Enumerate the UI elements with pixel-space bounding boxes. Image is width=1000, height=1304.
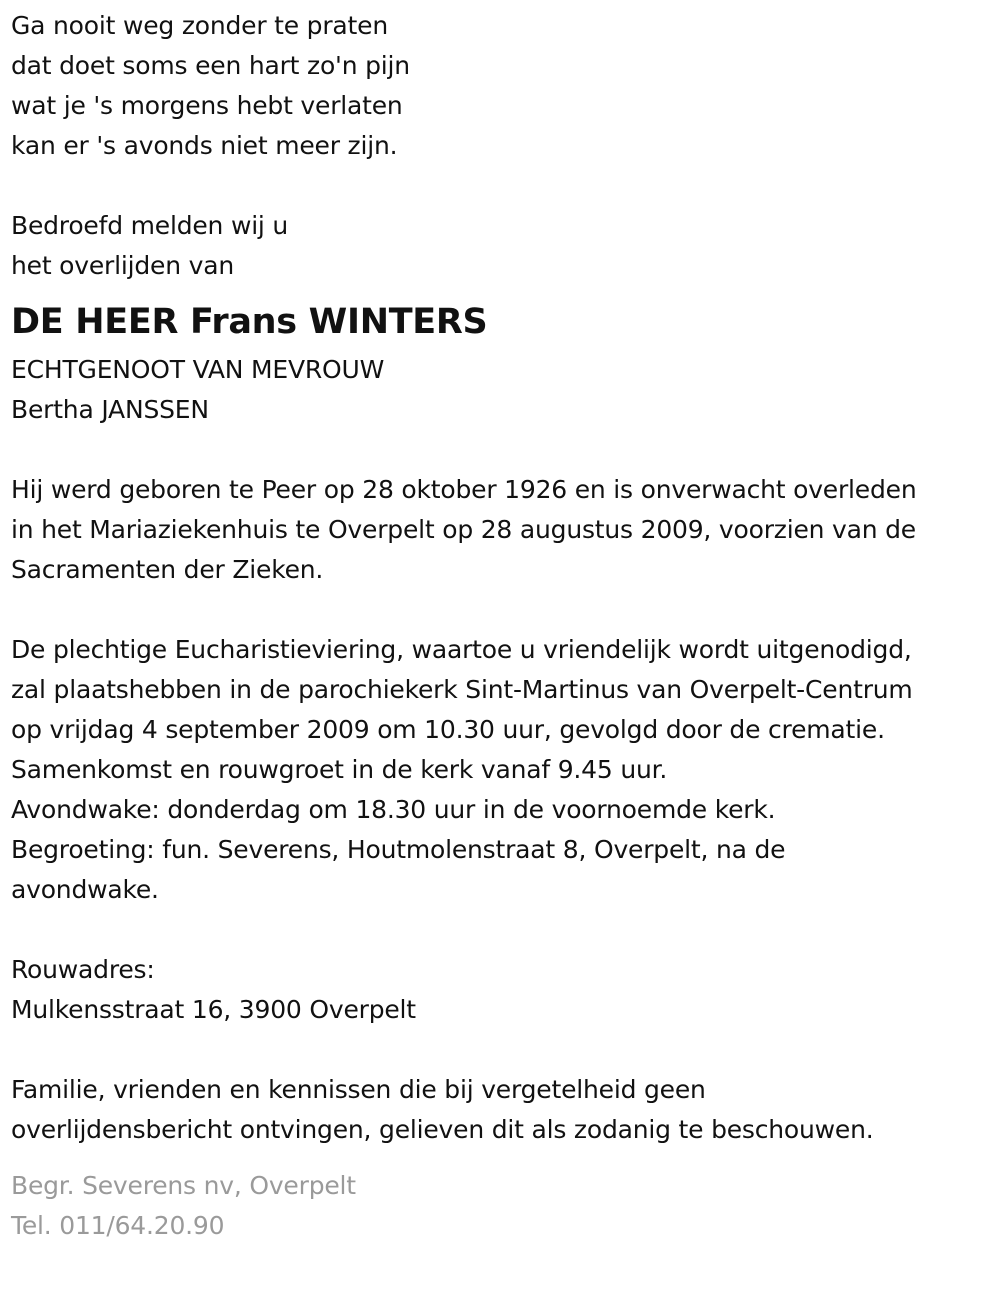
poem-line: dat doet soms een hart zo'n pijn [11,51,410,80]
paragraph-line: overlijdensbericht ontvingen, gelieven dit als zodanig te beschouwen. [11,1115,874,1144]
spacer [11,1030,996,1070]
paragraph-line: Samenkomst en rouwgroet in de kerk vanaf 9.45 uur. [11,755,668,784]
paragraph-line: in het Mariaziekenhuis te Overpelt op 28 augustus 2009, voorzien van de [11,515,916,544]
spacer [11,910,996,950]
paragraph-line: zal plaatshebben in de parochiekerk Sint-Martinus van Overpelt-Centrum [11,675,913,704]
spacer [11,430,996,470]
address-value: Mulkensstraat 16, 3900 Overpelt [11,995,416,1024]
deceased-name: DE HEER Frans WINTERS [11,302,488,342]
poem-line: wat je 's morgens hebt verlaten [11,91,403,120]
intro-text [11,206,996,286]
spacer [11,166,996,206]
funeral-home-phone: Tel. 011/64.20.90 [11,1211,225,1240]
intro-line: Bedroefd melden wij u [11,211,289,240]
paragraph-line: De plechtige Eucharistieviering, waartoe u vriendelijk wordt uitgenodigd, [11,635,912,664]
birth-death-paragraph [11,470,996,590]
funeral-home-credit [11,1166,996,1246]
spouse-name: Bertha JANSSEN [11,395,209,424]
address-label: Rouwadres: [11,955,155,984]
mourning-address [11,950,996,1030]
poem [11,6,996,166]
paragraph-line: Avondwake: donderdag om 18.30 uur in de voornoemde kerk. [11,795,776,824]
intro-line: het overlijden van [11,251,234,280]
relation-text: ECHTGENOOT VAN MEVROUW [11,355,385,384]
closing-paragraph [11,1070,996,1150]
paragraph-line: Begroeting: fun. Severens, Houtmolenstraat 8, Overpelt, na de [11,835,786,864]
ceremony-paragraph [11,630,996,910]
funeral-home-name: Begr. Severens nv, Overpelt [11,1171,356,1200]
paragraph-line: Hij werd geboren te Peer op 28 oktober 1926 en is onverwacht overleden [11,475,917,504]
paragraph-line: avondwake. [11,875,159,904]
poem-line: Ga nooit weg zonder te praten [11,11,388,40]
paragraph-line: Sacramenten der Zieken. [11,555,324,584]
poem-line: kan er 's avonds niet meer zijn. [11,131,398,160]
paragraph-line: Familie, vrienden en kennissen die bij vergetelheid geen [11,1075,706,1104]
paragraph-line: op vrijdag 4 september 2009 om 10.30 uur, gevolgd door de crematie. [11,715,885,744]
spacer [11,590,996,630]
obituary-notice [11,6,996,1246]
